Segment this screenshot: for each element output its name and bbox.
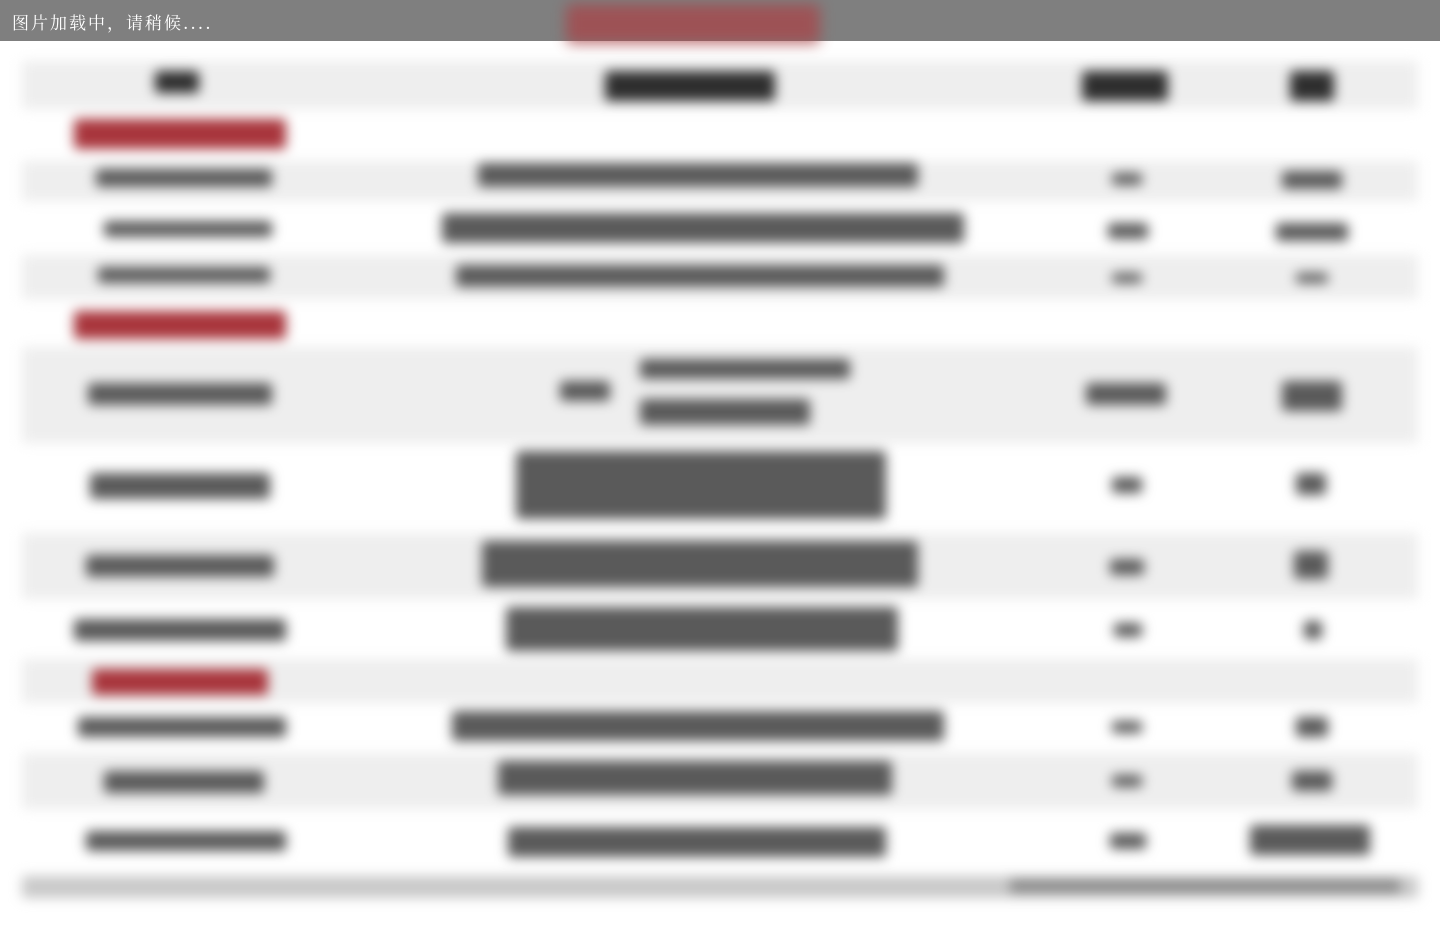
table-cell: [1296, 717, 1328, 737]
table-cell: [1282, 171, 1342, 189]
table-cell: [506, 607, 898, 651]
blurred-title-banner: [566, 4, 820, 44]
table-cell: [1304, 621, 1322, 639]
footer-caption: [1010, 879, 1400, 893]
table-cell: [640, 359, 850, 379]
table-cell: [456, 265, 944, 287]
table-cell: [478, 163, 918, 187]
table-cell: [442, 213, 964, 243]
table-cell: [560, 381, 610, 401]
table-cell: [104, 771, 264, 793]
table-cell: [452, 711, 944, 741]
header-cell: [605, 71, 775, 101]
loading-bar: [0, 0, 1440, 41]
table-cell: [1114, 623, 1142, 637]
table-cell: [1110, 833, 1146, 849]
table-cell: [1086, 383, 1166, 405]
table-cell: [78, 717, 286, 737]
section-heading: [92, 669, 268, 695]
table-cell: [90, 473, 270, 499]
table-cell: [1296, 473, 1326, 495]
table-cell: [516, 451, 886, 519]
loading-message: 图片加载中，请稍候....: [12, 14, 213, 34]
table-cell: [74, 619, 286, 641]
section-heading: [74, 311, 286, 339]
table-cell: [482, 541, 918, 587]
table-cell: [1296, 273, 1328, 283]
header-cell: [1290, 71, 1334, 101]
table-cell: [1276, 223, 1348, 241]
table-cell: [96, 169, 272, 187]
table-cell: [640, 399, 810, 425]
table-cell: [1250, 825, 1370, 855]
table-cell: [1112, 477, 1142, 493]
table-cell: [508, 827, 886, 857]
table-cell: [1110, 559, 1144, 575]
table-cell: [1292, 771, 1332, 791]
table-cell: [1112, 721, 1142, 733]
table-cell: [86, 555, 274, 577]
table-cell: [1282, 381, 1342, 411]
table-cell: [1294, 551, 1328, 579]
table-cell: [86, 831, 286, 851]
table-cell: [98, 267, 270, 283]
header-cell: [1082, 71, 1168, 101]
table-cell: [1112, 775, 1142, 787]
header-cell: [155, 71, 199, 93]
table-cell: [1112, 273, 1142, 283]
table-cell: [88, 383, 272, 405]
blurred-image-content: [0, 41, 1440, 939]
table-cell: [498, 761, 892, 795]
table-cell: [104, 221, 272, 237]
table-cell: [1112, 173, 1142, 185]
section-heading: [74, 119, 286, 149]
table-cell: [1108, 223, 1148, 239]
